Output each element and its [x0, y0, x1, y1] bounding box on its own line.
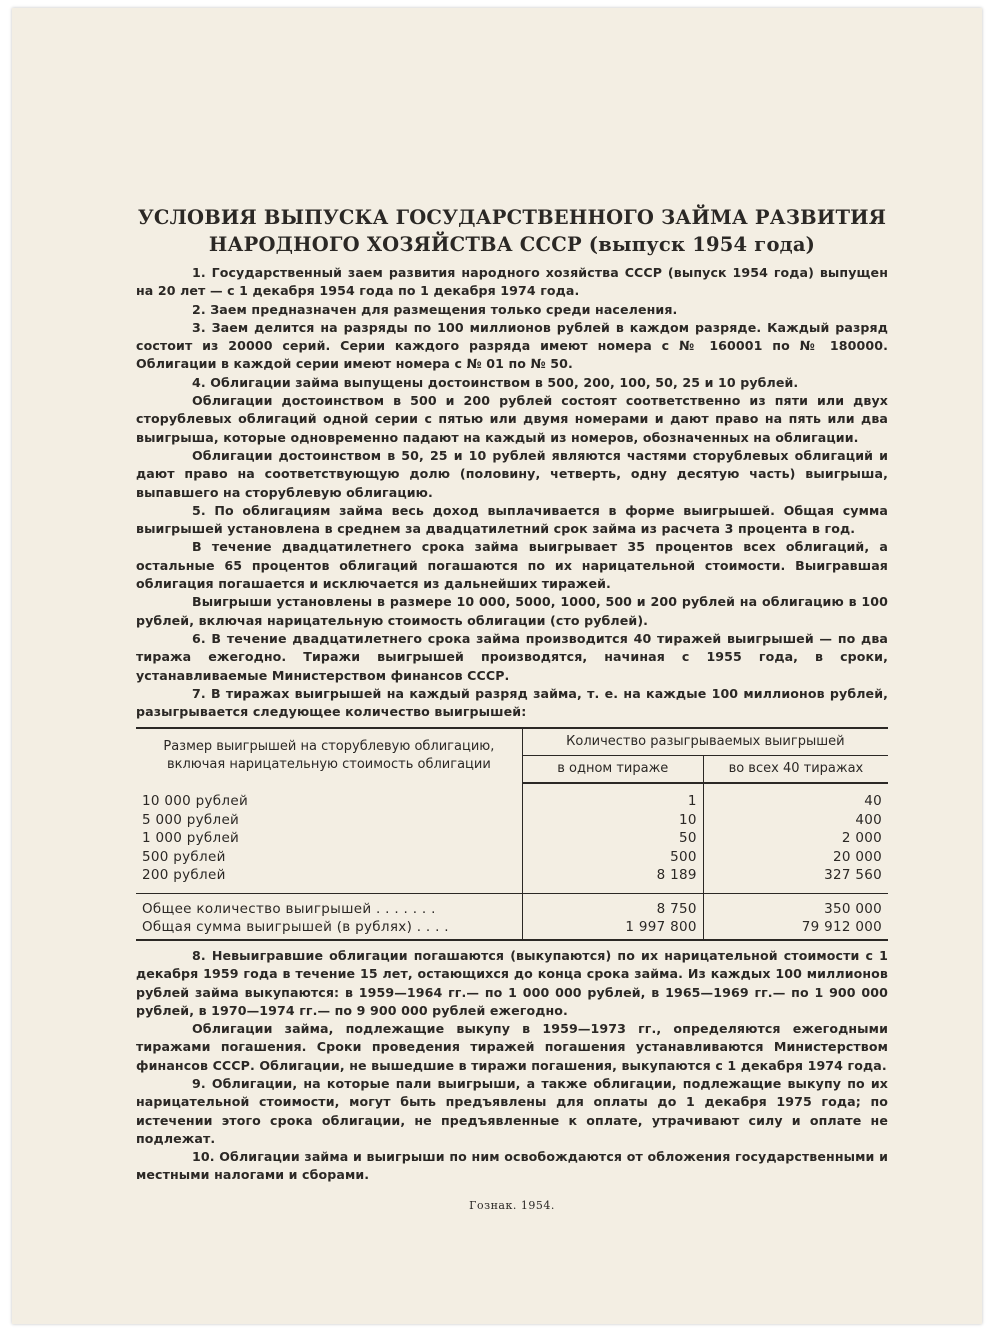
- paragraph-10: 10. Облигации займа и выигрыши по ним освобождаются от обложения государственными и местными налогами и сборами.: [136, 1149, 888, 1183]
- prize-count-header: Количество разыгрываемых выигрышей: [522, 728, 888, 756]
- total-count-label: Общее количество выигрышей . . . . . . .: [136, 893, 522, 918]
- total-count-row: [136, 893, 888, 918]
- total-sum-one-draw: 1 997 800: [522, 918, 703, 940]
- one-draw-cell: 10: [522, 811, 703, 830]
- document-body: [136, 204, 888, 1212]
- paragraph-4-denominations: Облигации достоинством в 500 и 200 рублей состоят соответственно из пяти или двух сторублевых облигаций одной серии с пятью или двумя номерами и дают право на пять или два выигрыша, которые одновременно падают на каждый из номеров, обозначенных на облигации.: [136, 393, 888, 445]
- total-count-one-draw: 8 750: [522, 893, 703, 918]
- all-draws-cell: 327 560: [824, 867, 882, 884]
- prize-table: [136, 727, 888, 941]
- prize-size-cell: 500 рублей: [136, 848, 522, 867]
- paragraph-8-redemption: Облигации займа, подлежащие выкупу в 1959—1973 гг., определяются ежегодными тиражами погашения. Сроки проведения тиражей погашения устанавливаются Министерством финансов СССР. Облигации, не вышедшие в тиражи погашения, выкупаются с 1 декабря 1974 года.: [136, 1021, 888, 1073]
- title-line-2: НАРОДНОГО ХОЗЯЙСТВА СССР (выпуск 1954 года): [208, 233, 816, 256]
- title-line-1: УСЛОВИЯ ВЫПУСКА ГОСУДАРСТВЕННОГО ЗАЙМА РАЗВИТИЯ: [137, 206, 887, 229]
- all-draws-cell: 400: [855, 811, 882, 828]
- paragraph-5-percent: В течение двадцатилетнего срока займа выигрывает 35 процентов всех облигаций, а остальные 65 процентов облигаций погашаются по их нарицательной стоимости. Выигравшая облигация погашается и исключается из дальнейших тиражей.: [136, 539, 888, 592]
- printer-imprint: Гознак. 1954.: [469, 1198, 555, 1212]
- paragraph-7: 7. В тиражах выигрышей на каждый разряд займа, т. е. на каждые 100 миллионов рублей, разыгрывается следующее количество выигрышей:: [136, 685, 888, 720]
- prize-size-cell: 200 рублей: [136, 866, 522, 893]
- prize-size-header: Размер выигрышей на сторублевую облигацию, включая нарицательную стоимость облигации: [136, 728, 522, 783]
- paragraph-8: 8. Невыигравшие облигации погашаются (выкупаются) по их нарицательной стоимости с 1 декабря 1959 года в течение 15 лет, остающихся до конца срока займа. Из каждых 100 миллионов рублей займа выкупаются: в 1959—1964 гг.— по 1 000 000 рублей, в 1965—1969 гг.— по 1 900 000 рублей, в 1970—1974 гг.— по 9 900 000 рублей ежегодно.: [136, 947, 888, 1018]
- document-title: [136, 204, 888, 258]
- prize-size-cell: 1 000 рублей: [136, 829, 522, 848]
- one-draw-cell: 1: [522, 783, 703, 811]
- total-sum-label: Общая сумма выигрышей (в рублях) . . . .: [136, 918, 522, 940]
- one-draw-cell: 50: [522, 829, 703, 848]
- paragraph-6: 6. В течение двадцатилетнего срока займа производится 40 тиражей выигрышей — по два тиража ежегодно. Тиражи выигрышей производятся, начиная с 1955 года, в сроки, устанавливаемые Министерством финансов СССР.: [136, 630, 888, 683]
- paragraph-9: 9. Облигации, на которые пали выигрыши, а также облигации, подлежащие выкупу по их нарицательной стоимости, могут быть предъявлены для оплаты до 1 декабря 1975 года; по истечении этого срока облигации, не предъявленные к оплате, утрачивают силу и оплате не подлежат.: [136, 1076, 888, 1146]
- paragraph-4-fractions: Облигации достоинством в 50, 25 и 10 рублей являются частями сторублевых облигаций и дают право на соответствующую долю (половину, четверть, одну десятую часть) выигрыша, выпавшего на сторублевую облигацию.: [136, 447, 888, 500]
- all-draws-cell: 40: [864, 793, 882, 810]
- all-draws-header: во всех 40 тиражах: [703, 756, 888, 784]
- paragraph-1: 1. Государственный заем развития народного хозяйства СССР (выпуск 1954 года) выпущен на 20 лет — с 1 декабря 1954 года по 1 декабря 1974 года.: [136, 265, 888, 299]
- one-draw-cell: 8 189: [522, 866, 703, 893]
- total-sum-all-draws: 79 912 000: [703, 918, 888, 940]
- table-row: [136, 866, 888, 893]
- prize-size-cell: 5 000 рублей: [136, 811, 522, 830]
- total-sum-row: [136, 918, 888, 940]
- all-draws-cell: 2 000: [841, 830, 882, 847]
- table-row: [136, 783, 888, 811]
- paragraph-2: 2. Заем предназначен для размещения только среди населения.: [192, 301, 678, 317]
- table-row: [136, 829, 888, 848]
- prize-size-cell: 10 000 рублей: [136, 783, 522, 811]
- total-count-all-draws: 350 000: [703, 893, 888, 918]
- paragraph-5: 5. По облигациям займа весь доход выплачивается в форме выигрышей. Общая сумма выигрышей установлена в среднем за двадцатилетний срок займа из расчета 3 процента в год.: [136, 502, 888, 537]
- one-draw-cell: 500: [522, 848, 703, 867]
- one-draw-header: в одном тираже: [522, 756, 703, 784]
- paragraph-5-prizes: Выигрыши установлены в размере 10 000, 5000, 1000, 500 и 200 рублей на облигацию в 100 рублей, включая нарицательную стоимость облигации (сто рублей).: [136, 594, 888, 628]
- paragraph-3: 3. Заем делится на разряды по 100 миллионов рублей в каждом разряде. Каждый разряд состоит из 20000 серий. Серии каждого разряда имеют номера с № 160001 по № 180000. Облигации в каждой серии имеют номера с № 01 по № 50.: [136, 319, 888, 372]
- table-row: [136, 848, 888, 867]
- all-draws-cell: 20 000: [832, 848, 882, 865]
- table-row: [136, 811, 888, 830]
- paragraph-4: 4. Облигации займа выпущены достоинством в 500, 200, 100, 50, 25 и 10 рублей.: [192, 374, 799, 390]
- bond-back-sheet: [12, 8, 982, 1324]
